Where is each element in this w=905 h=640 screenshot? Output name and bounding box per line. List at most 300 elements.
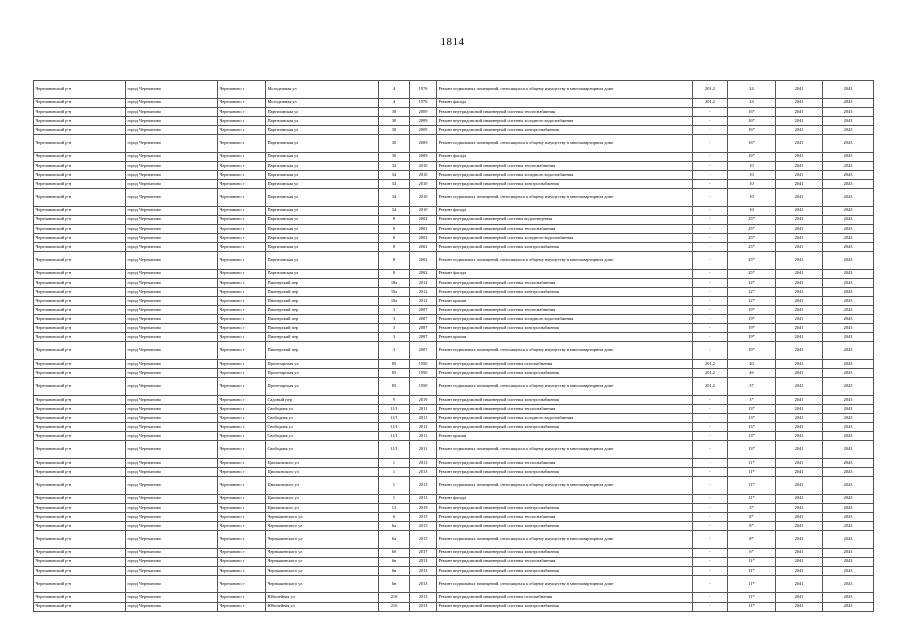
apartments-cell: 13*	[728, 404, 776, 413]
build-year-cell: 2007	[410, 324, 437, 333]
start-year-cell: 2041	[776, 395, 823, 404]
house-number-cell: 6в	[379, 557, 410, 566]
end-year-cell: 2043	[823, 161, 874, 170]
street-cell: Пролетарская ул	[266, 369, 379, 378]
build-year-cell: 2013	[410, 557, 437, 566]
start-year-cell: 2041	[776, 441, 823, 459]
end-year-cell: 2043	[823, 170, 874, 179]
build-year-cell: 2002	[410, 252, 437, 270]
apartments-cell: 6*	[728, 548, 776, 557]
locality-cell: Черепаново г	[218, 395, 266, 404]
cost-cell: -	[693, 432, 728, 441]
settlement-cell: город Черепаново	[126, 521, 218, 530]
settlement-cell: город Черепаново	[126, 107, 218, 116]
build-year-cell: 2011	[410, 404, 437, 413]
build-year-cell: 2002	[410, 233, 437, 242]
municipality-cell: Черепановский р-н	[34, 494, 126, 503]
table-row	[34, 602, 874, 611]
locality-cell: Черепаново г	[218, 278, 266, 287]
house-number-cell: 85	[379, 369, 410, 378]
build-year-cell: 2007	[410, 342, 437, 360]
settlement-cell: город Черепаново	[126, 161, 218, 170]
settlement-cell: город Черепаново	[126, 188, 218, 206]
street-cell: Циолковского ул	[266, 458, 379, 467]
apartments-cell: 11*	[728, 467, 776, 476]
work-type-cell: Ремонт внутридомовой инженерной системы электроснабжения	[437, 566, 693, 575]
start-year-cell: 2041	[776, 170, 823, 179]
work-type-cell: Ремонт внутридомовой инженерной системы электроснабжения	[437, 521, 693, 530]
street-cell: Партизанская ул	[266, 269, 379, 278]
end-year-cell: 2043	[823, 378, 874, 396]
table-row	[34, 503, 874, 512]
house-number-cell: 85	[379, 378, 410, 396]
end-year-cell: 2043	[823, 369, 874, 378]
end-year-cell: 2043	[823, 242, 874, 251]
municipality-cell: Черепановский р-н	[34, 378, 126, 396]
street-cell: Партизанская ул	[266, 252, 379, 270]
house-number-cell: 1	[379, 467, 410, 476]
table-row	[34, 458, 874, 467]
build-year-cell: 2007	[410, 305, 437, 314]
house-number-cell: 8	[379, 224, 410, 233]
house-number-cell: 8	[379, 242, 410, 251]
locality-cell: Черепаново г	[218, 548, 266, 557]
work-type-cell: Ремонт подвальных помещений, относящихся к общему имуществу в многоквартирном доме	[437, 476, 693, 494]
end-year-cell: 2043	[823, 602, 874, 611]
apartments-cell: 11*	[728, 458, 776, 467]
cost-cell: -	[693, 269, 728, 278]
municipality-cell: Черепановский р-н	[34, 215, 126, 224]
work-type-cell: Ремонт подвальных помещений, относящихся к общему имуществу в многоквартирном доме	[437, 342, 693, 360]
table-row	[34, 224, 874, 233]
build-year-cell: 2002	[410, 269, 437, 278]
cost-cell: -	[693, 107, 728, 116]
house-number-cell: 30	[379, 116, 410, 125]
locality-cell: Черепаново г	[218, 179, 266, 188]
locality-cell: Черепаново г	[218, 125, 266, 134]
apartments-cell: 11*	[728, 566, 776, 575]
build-year-cell: 2012	[410, 296, 437, 305]
table-row	[34, 548, 874, 557]
settlement-cell: город Черепаново	[126, 359, 218, 368]
apartments-cell: 25*	[728, 224, 776, 233]
start-year-cell: 2041	[776, 206, 823, 215]
municipality-cell: Черепановский р-н	[34, 161, 126, 170]
start-year-cell: 2041	[776, 476, 823, 494]
cost-cell: -	[693, 467, 728, 476]
cost-cell: -	[693, 233, 728, 242]
cost-cell: -	[693, 324, 728, 333]
table-row	[34, 305, 874, 314]
house-number-cell: 1	[379, 458, 410, 467]
settlement-cell: город Черепаново	[126, 593, 218, 602]
locality-cell: Черепаново г	[218, 602, 266, 611]
cost-cell: -	[693, 333, 728, 342]
build-year-cell: 2007	[410, 315, 437, 324]
settlement-cell: город Черепаново	[126, 324, 218, 333]
start-year-cell: 2041	[776, 305, 823, 314]
settlement-cell: город Черепаново	[126, 458, 218, 467]
municipality-cell: Черепановский р-н	[34, 252, 126, 270]
apartments-cell: 11*	[728, 557, 776, 566]
settlement-cell: город Черепаново	[126, 152, 218, 161]
table-row	[34, 530, 874, 548]
apartments-cell: 13*	[728, 441, 776, 459]
build-year-cell: 2011	[410, 432, 437, 441]
end-year-cell: 2043	[823, 81, 874, 99]
street-cell: Партизанская ул	[266, 116, 379, 125]
end-year-cell: 2043	[823, 557, 874, 566]
municipality-cell: Черепановский р-н	[34, 512, 126, 521]
build-year-cell: 2012	[410, 287, 437, 296]
house-number-cell: 11/1	[379, 413, 410, 422]
start-year-cell: 2041	[776, 278, 823, 287]
build-year-cell: 2013	[410, 602, 437, 611]
municipality-cell: Черепановский р-н	[34, 548, 126, 557]
house-number-cell: 3	[379, 342, 410, 360]
table-row	[34, 423, 874, 432]
table-row	[34, 557, 874, 566]
street-cell: Пионерский пер	[266, 287, 379, 296]
house-number-cell: 10а	[379, 296, 410, 305]
build-year-cell: 2015	[410, 521, 437, 530]
cost-cell: -	[693, 242, 728, 251]
start-year-cell: 2041	[776, 378, 823, 396]
locality-cell: Черепаново г	[218, 134, 266, 152]
street-cell: Садовый пер	[266, 395, 379, 404]
build-year-cell: 2009	[410, 125, 437, 134]
table-row	[34, 333, 874, 342]
settlement-cell: город Черепаново	[126, 269, 218, 278]
municipality-cell: Черепановский р-н	[34, 98, 126, 107]
settlement-cell: город Черепаново	[126, 494, 218, 503]
start-year-cell: 2041	[776, 287, 823, 296]
apartments-cell: 8*	[728, 530, 776, 548]
work-type-cell: Ремонт внутридомовой инженерной системы электроснабжения	[437, 548, 693, 557]
cost-cell: -	[693, 557, 728, 566]
apartments-cell: 25*	[728, 269, 776, 278]
apartments-cell: 24	[728, 81, 776, 99]
end-year-cell: 2043	[823, 98, 874, 107]
locality-cell: Черепаново г	[218, 324, 266, 333]
apartments-cell: 25*	[728, 215, 776, 224]
end-year-cell: 2043	[823, 548, 874, 557]
start-year-cell: 2041	[776, 458, 823, 467]
house-number-cell: 30	[379, 134, 410, 152]
table-row	[34, 242, 874, 251]
start-year-cell: 2041	[776, 81, 823, 99]
street-cell: Партизанская ул	[266, 134, 379, 152]
municipality-cell: Черепановский р-н	[34, 152, 126, 161]
end-year-cell: 2043	[823, 530, 874, 548]
house-number-cell: 34	[379, 179, 410, 188]
work-type-cell: Ремонт внутридомовой инженерной системы водоотведения	[437, 215, 693, 224]
build-year-cell: 2017	[410, 548, 437, 557]
end-year-cell: 2043	[823, 116, 874, 125]
table-row	[34, 134, 874, 152]
cost-cell: 201,2	[693, 81, 728, 99]
cost-cell: -	[693, 161, 728, 170]
municipality-cell: Черепановский р-н	[34, 81, 126, 99]
table-row	[34, 404, 874, 413]
table-row	[34, 278, 874, 287]
end-year-cell: 2043	[823, 269, 874, 278]
build-year-cell: 2013	[410, 467, 437, 476]
house-number-cell: 8	[379, 215, 410, 224]
house-number-cell: 3	[379, 324, 410, 333]
house-number-cell: 8	[379, 252, 410, 270]
cost-cell: -	[693, 494, 728, 503]
cost-cell: -	[693, 296, 728, 305]
street-cell: Чернышевского ул	[266, 530, 379, 548]
settlement-cell: город Черепаново	[126, 369, 218, 378]
repair-schedule-table	[33, 80, 874, 612]
table-row	[34, 413, 874, 422]
municipality-cell: Черепановский р-н	[34, 342, 126, 360]
municipality-cell: Черепановский р-н	[34, 324, 126, 333]
street-cell: Пионерский пер	[266, 296, 379, 305]
municipality-cell: Черепановский р-н	[34, 179, 126, 188]
cost-cell: -	[693, 152, 728, 161]
settlement-cell: город Черепаново	[126, 287, 218, 296]
settlement-cell: город Черепаново	[126, 252, 218, 270]
settlement-cell: город Черепаново	[126, 476, 218, 494]
locality-cell: Черепаново г	[218, 252, 266, 270]
cost-cell: -	[693, 224, 728, 233]
start-year-cell: 2041	[776, 530, 823, 548]
table-row	[34, 324, 874, 333]
work-type-cell: Ремонт внутридомовой инженерной системы электроснабжения	[437, 369, 693, 378]
municipality-cell: Черепановский р-н	[34, 170, 126, 179]
locality-cell: Черепаново г	[218, 224, 266, 233]
start-year-cell: 2041	[776, 521, 823, 530]
street-cell: Юбилейная ул	[266, 593, 379, 602]
municipality-cell: Черепановский р-н	[34, 458, 126, 467]
municipality-cell: Черепановский р-н	[34, 125, 126, 134]
work-type-cell: Ремонт внутридомовой инженерной системы электроснабжения	[437, 602, 693, 611]
apartments-cell: 13*	[728, 423, 776, 432]
work-type-cell: Ремонт внутридомовой инженерной системы теплоснабжения	[437, 305, 693, 314]
end-year-cell: 2043	[823, 324, 874, 333]
street-cell: Партизанская ул	[266, 170, 379, 179]
locality-cell: Черепаново г	[218, 98, 266, 107]
municipality-cell: Черепановский р-н	[34, 359, 126, 368]
municipality-cell: Черепановский р-н	[34, 134, 126, 152]
apartments-cell: 16*	[728, 107, 776, 116]
build-year-cell: 1976	[410, 81, 437, 99]
cost-cell: -	[693, 287, 728, 296]
municipality-cell: Черепановский р-н	[34, 593, 126, 602]
cost-cell: -	[693, 521, 728, 530]
settlement-cell: город Черепаново	[126, 170, 218, 179]
work-type-cell: Ремонт внутридомовой инженерной системы электроснабжения	[437, 503, 693, 512]
house-number-cell: 13	[379, 503, 410, 512]
apartments-cell: 10	[728, 179, 776, 188]
start-year-cell: 2041	[776, 333, 823, 342]
settlement-cell: город Черепаново	[126, 378, 218, 396]
settlement-cell: город Черепаново	[126, 333, 218, 342]
municipality-cell: Черепановский р-н	[34, 476, 126, 494]
apartments-cell: 11*	[728, 575, 776, 593]
street-cell: Чернышевского ул	[266, 566, 379, 575]
table-row	[34, 359, 874, 368]
locality-cell: Черепаново г	[218, 242, 266, 251]
municipality-cell: Черепановский р-н	[34, 467, 126, 476]
house-number-cell: 3	[379, 333, 410, 342]
locality-cell: Черепаново г	[218, 233, 266, 242]
table-row	[34, 206, 874, 215]
work-type-cell: Ремонт подвальных помещений, относящихся к общему имуществу в многоквартирном доме	[437, 441, 693, 459]
house-number-cell: 11/1	[379, 404, 410, 413]
street-cell: Партизанская ул	[266, 188, 379, 206]
municipality-cell: Черепановский р-н	[34, 233, 126, 242]
end-year-cell: 2043	[823, 134, 874, 152]
build-year-cell: 2013	[410, 476, 437, 494]
cost-cell: -	[693, 423, 728, 432]
locality-cell: Черепаново г	[218, 521, 266, 530]
work-type-cell: Ремонт внутридомовой инженерной системы холодного водоснабжения	[437, 170, 693, 179]
start-year-cell: 2041	[776, 233, 823, 242]
settlement-cell: город Черепаново	[126, 423, 218, 432]
apartments-cell: 10	[728, 170, 776, 179]
locality-cell: Черепаново г	[218, 441, 266, 459]
end-year-cell: 2043	[823, 125, 874, 134]
house-number-cell: 30	[379, 125, 410, 134]
cost-cell: -	[693, 395, 728, 404]
start-year-cell: 2041	[776, 179, 823, 188]
locality-cell: Черепаново г	[218, 188, 266, 206]
municipality-cell: Черепановский р-н	[34, 530, 126, 548]
cost-cell: 201,2	[693, 359, 728, 368]
cost-cell: -	[693, 278, 728, 287]
end-year-cell: 2043	[823, 342, 874, 360]
work-type-cell: Ремонт внутридомовой инженерной системы теплоснабжения	[437, 557, 693, 566]
table-row	[34, 342, 874, 360]
locality-cell: Черепаново г	[218, 413, 266, 422]
table-row	[34, 170, 874, 179]
street-cell: Пионерский пер	[266, 324, 379, 333]
cost-cell: -	[693, 512, 728, 521]
municipality-cell: Черепановский р-н	[34, 432, 126, 441]
build-year-cell: 2015	[410, 530, 437, 548]
build-year-cell: 2013	[410, 494, 437, 503]
start-year-cell: 2041	[776, 188, 823, 206]
start-year-cell: 2041	[776, 548, 823, 557]
work-type-cell: Ремонт внутридомовой инженерной системы холодного водоснабжения	[437, 116, 693, 125]
locality-cell: Черепаново г	[218, 107, 266, 116]
end-year-cell: 2043	[823, 413, 874, 422]
municipality-cell: Черепановский р-н	[34, 188, 126, 206]
settlement-cell: город Черепаново	[126, 395, 218, 404]
table-row	[34, 476, 874, 494]
cost-cell: -	[693, 134, 728, 152]
locality-cell: Черепаново г	[218, 116, 266, 125]
end-year-cell: 2043	[823, 278, 874, 287]
locality-cell: Черепаново г	[218, 494, 266, 503]
work-type-cell: Ремонт внутридомовой инженерной системы теплоснабжения	[437, 278, 693, 287]
table-row	[34, 116, 874, 125]
street-cell: Чернышевского ул	[266, 521, 379, 530]
build-year-cell: 2002	[410, 215, 437, 224]
settlement-cell: город Черепаново	[126, 413, 218, 422]
apartments-cell: 25*	[728, 252, 776, 270]
work-type-cell: Ремонт внутридомовой инженерной системы теплоснабжения	[437, 458, 693, 467]
locality-cell: Черепаново г	[218, 593, 266, 602]
locality-cell: Черепаново г	[218, 404, 266, 413]
table-row	[34, 179, 874, 188]
table-row	[34, 566, 874, 575]
page-number: 1814	[440, 36, 465, 48]
apartments-cell: 16*	[728, 134, 776, 152]
locality-cell: Черепаново г	[218, 305, 266, 314]
settlement-cell: город Черепаново	[126, 602, 218, 611]
cost-cell: -	[693, 215, 728, 224]
build-year-cell: 2013	[410, 593, 437, 602]
cost-cell: 201,2	[693, 378, 728, 396]
municipality-cell: Черепановский р-н	[34, 206, 126, 215]
start-year-cell: 2041	[776, 575, 823, 593]
work-type-cell: Ремонт внутридомовой инженерной системы электроснабжения	[437, 287, 693, 296]
table-row	[34, 494, 874, 503]
house-number-cell: 30	[379, 107, 410, 116]
street-cell: Чернышевского ул	[266, 548, 379, 557]
start-year-cell: 2041	[776, 269, 823, 278]
apartments-cell: 19*	[728, 305, 776, 314]
street-cell: Циолковского ул	[266, 467, 379, 476]
build-year-cell: 2015	[410, 512, 437, 521]
municipality-cell: Черепановский р-н	[34, 503, 126, 512]
work-type-cell: Ремонт подвальных помещений, относящихся к общему имуществу в многоквартирном доме	[437, 530, 693, 548]
apartments-cell: 11*	[728, 476, 776, 494]
cost-cell: -	[693, 315, 728, 324]
work-type-cell: Ремонт внутридомовой инженерной системы электроснабжения	[437, 324, 693, 333]
settlement-cell: город Черепаново	[126, 566, 218, 575]
table-row	[34, 152, 874, 161]
work-type-cell: Ремонт внутридомовой инженерной системы холодного водоснабжения	[437, 233, 693, 242]
start-year-cell: 2041	[776, 512, 823, 521]
end-year-cell: 2043	[823, 593, 874, 602]
apartments-cell: 10	[728, 188, 776, 206]
build-year-cell: 2010	[410, 179, 437, 188]
start-year-cell: 2041	[776, 423, 823, 432]
apartments-cell: 12*	[728, 278, 776, 287]
municipality-cell: Черепановский р-н	[34, 395, 126, 404]
settlement-cell: город Черепаново	[126, 530, 218, 548]
locality-cell: Черепаново г	[218, 152, 266, 161]
work-type-cell: Ремонт внутридомовой инженерной системы электроснабжения	[437, 395, 693, 404]
end-year-cell: 2043	[823, 359, 874, 368]
apartments-cell: 19*	[728, 324, 776, 333]
cost-cell: -	[693, 116, 728, 125]
start-year-cell: 2041	[776, 161, 823, 170]
municipality-cell: Черепановский р-н	[34, 602, 126, 611]
locality-cell: Черепаново г	[218, 315, 266, 324]
apartments-cell: 46	[728, 369, 776, 378]
end-year-cell: 2043	[823, 296, 874, 305]
work-type-cell: Ремонт подвальных помещений, относящихся к общему имуществу в многоквартирном доме	[437, 81, 693, 99]
street-cell: Партизанская ул	[266, 179, 379, 188]
house-number-cell: 4	[379, 98, 410, 107]
build-year-cell: 2011	[410, 413, 437, 422]
locality-cell: Черепаново г	[218, 215, 266, 224]
work-type-cell: Ремонт внутридомовой инженерной системы электроснабжения	[437, 423, 693, 432]
work-type-cell: Ремонт внутридомовой инженерной системы теплоснабжения	[437, 404, 693, 413]
start-year-cell: 2041	[776, 107, 823, 116]
street-cell: Свободная ул	[266, 413, 379, 422]
start-year-cell: 2041	[776, 557, 823, 566]
settlement-cell: город Черепаново	[126, 315, 218, 324]
cost-cell: -	[693, 342, 728, 360]
